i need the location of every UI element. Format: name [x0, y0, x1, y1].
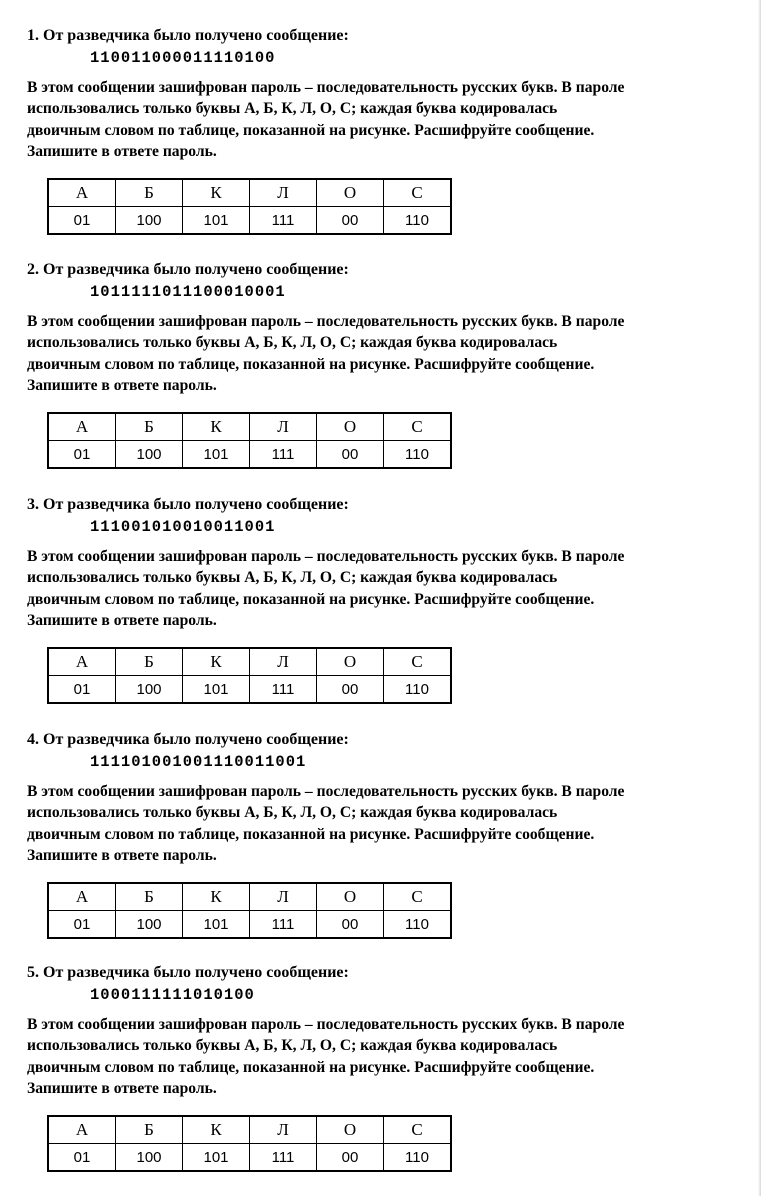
letter-cell: О: [317, 1116, 384, 1144]
letter-cell: Б: [116, 648, 183, 676]
code-cell: 111: [250, 911, 317, 939]
description-line: использовались только буквы А, Б, К, Л, О, С; каждая буква кодировалась: [27, 100, 558, 118]
description-line: В этом сообщении зашифрован пароль – последовательность русских букв. В пароле: [27, 548, 625, 565]
description-line: Запишите в ответе пароль.: [27, 1079, 217, 1097]
description-line: Запишите в ответе пароль.: [27, 142, 217, 160]
letter-cell: А: [48, 179, 116, 207]
encoded-message: 1011111011100010001: [90, 283, 286, 301]
letter-cell: К: [183, 648, 250, 676]
encoded-message: 1000111111010100: [90, 986, 255, 1004]
code-cell: 110: [384, 1144, 452, 1172]
description-line: использовались только буквы А, Б, К, Л, О, С; каждая буква кодировалась: [27, 804, 558, 822]
letters-row: [48, 648, 451, 676]
description-line: В этом сообщении зашифрован пароль – последовательность русских букв. В пароле: [27, 313, 625, 330]
task-description: [27, 781, 727, 866]
task-5: [27, 963, 727, 1172]
letter-cell: А: [48, 883, 116, 911]
code-cell: 101: [183, 911, 250, 939]
description-line: В этом сообщении зашифрован пароль – последовательность русских букв. В пароле: [27, 783, 625, 800]
task-description: [27, 1014, 727, 1099]
code-cell: 110: [384, 207, 452, 235]
description-line: использовались только буквы А, Б, К, Л, О, С; каждая буква кодировалась: [27, 569, 558, 587]
task-description: [27, 311, 727, 396]
description-line: В этом сообщении зашифрован пароль – последовательность русских букв. В пароле: [27, 1016, 625, 1033]
description-line: использовались только буквы А, Б, К, Л, О, С; каждая буква кодировалась: [27, 334, 558, 352]
letter-cell: Л: [250, 1116, 317, 1144]
code-cell: 01: [48, 676, 116, 704]
letter-cell: Б: [116, 883, 183, 911]
letter-cell: Б: [116, 413, 183, 441]
task-1: [27, 26, 727, 235]
letters-row: [48, 413, 451, 441]
description-line: В этом сообщении зашифрован пароль – последовательность русских букв. В пароле: [27, 79, 625, 96]
letter-cell: А: [48, 1116, 116, 1144]
codes-row: [48, 1144, 451, 1172]
description-line: Запишите в ответе пароль.: [27, 376, 217, 394]
letter-cell: С: [384, 413, 452, 441]
code-cell: 111: [250, 441, 317, 469]
code-cell: 110: [384, 676, 452, 704]
code-cell: 01: [48, 207, 116, 235]
task-description: [27, 77, 727, 162]
code-cell: 101: [183, 676, 250, 704]
letter-cell: О: [317, 413, 384, 441]
task-2: [27, 260, 727, 469]
letter-cell: Л: [250, 648, 317, 676]
letter-cell: А: [48, 413, 116, 441]
code-table: [47, 412, 452, 469]
code-cell: 00: [317, 911, 384, 939]
code-cell: 100: [116, 911, 183, 939]
letter-cell: О: [317, 883, 384, 911]
code-cell: 101: [183, 1144, 250, 1172]
encoded-message: 110011000011110100: [90, 49, 276, 67]
letter-cell: К: [183, 883, 250, 911]
letter-cell: С: [384, 179, 452, 207]
letter-cell: К: [183, 179, 250, 207]
code-cell: 01: [48, 1144, 116, 1172]
code-cell: 00: [317, 1144, 384, 1172]
letter-cell: Л: [250, 179, 317, 207]
description-line: двоичным словом по таблице, показанной на рисунке. Расшифруйте сообщение.: [27, 1058, 595, 1076]
description-line: двоичным словом по таблице, показанной на рисунке. Расшифруйте сообщение.: [27, 121, 595, 139]
task-4: [27, 730, 727, 939]
task-3: [27, 495, 727, 704]
code-cell: 100: [116, 441, 183, 469]
task-title: 1. От разведчика было получено сообщение:: [27, 27, 349, 44]
letters-row: [48, 1116, 451, 1144]
code-cell: 00: [317, 676, 384, 704]
code-cell: 110: [384, 911, 452, 939]
letter-cell: К: [183, 413, 250, 441]
description-line: Запишите в ответе пароль.: [27, 846, 217, 864]
description-line: двоичным словом по таблице, показанной на рисунке. Расшифруйте сообщение.: [27, 825, 595, 843]
letter-cell: Л: [250, 413, 317, 441]
description-line: использовались только буквы А, Б, К, Л, О, С; каждая буква кодировалась: [27, 1037, 558, 1055]
encoded-message: 111001010010011001: [90, 518, 276, 536]
code-cell: 100: [116, 676, 183, 704]
codes-row: [48, 676, 451, 704]
code-table: [47, 647, 452, 704]
code-table: [47, 882, 452, 939]
task-title: 4. От разведчика было получено сообщение:: [27, 731, 349, 748]
description-line: двоичным словом по таблице, показанной на рисунке. Расшифруйте сообщение.: [27, 355, 595, 373]
task-title: 3. От разведчика было получено сообщение:: [27, 496, 349, 513]
task-title: 2. От разведчика было получено сообщение:: [27, 261, 349, 278]
letter-cell: К: [183, 1116, 250, 1144]
code-cell: 00: [317, 207, 384, 235]
task-description: [27, 546, 727, 631]
letter-cell: С: [384, 1116, 452, 1144]
letter-cell: С: [384, 883, 452, 911]
letter-cell: А: [48, 648, 116, 676]
letter-cell: О: [317, 648, 384, 676]
letter-cell: Б: [116, 179, 183, 207]
codes-row: [48, 911, 451, 939]
code-cell: 111: [250, 1144, 317, 1172]
letter-cell: С: [384, 648, 452, 676]
code-cell: 100: [116, 207, 183, 235]
code-cell: 111: [250, 676, 317, 704]
code-cell: 101: [183, 207, 250, 235]
code-table: [47, 178, 452, 235]
description-line: двоичным словом по таблице, показанной на рисунке. Расшифруйте сообщение.: [27, 590, 595, 608]
code-cell: 100: [116, 1144, 183, 1172]
letters-row: [48, 883, 451, 911]
codes-row: [48, 441, 451, 469]
code-cell: 111: [250, 207, 317, 235]
code-cell: 01: [48, 441, 116, 469]
code-cell: 110: [384, 441, 452, 469]
codes-row: [48, 207, 451, 235]
description-line: Запишите в ответе пароль.: [27, 611, 217, 629]
code-cell: 01: [48, 911, 116, 939]
letters-row: [48, 179, 451, 207]
letter-cell: Л: [250, 883, 317, 911]
code-cell: 00: [317, 441, 384, 469]
letter-cell: О: [317, 179, 384, 207]
encoded-message: 111101001001110011001: [90, 753, 307, 771]
task-title: 5. От разведчика было получено сообщение:: [27, 964, 349, 981]
code-table: [47, 1115, 452, 1172]
code-cell: 101: [183, 441, 250, 469]
letter-cell: Б: [116, 1116, 183, 1144]
